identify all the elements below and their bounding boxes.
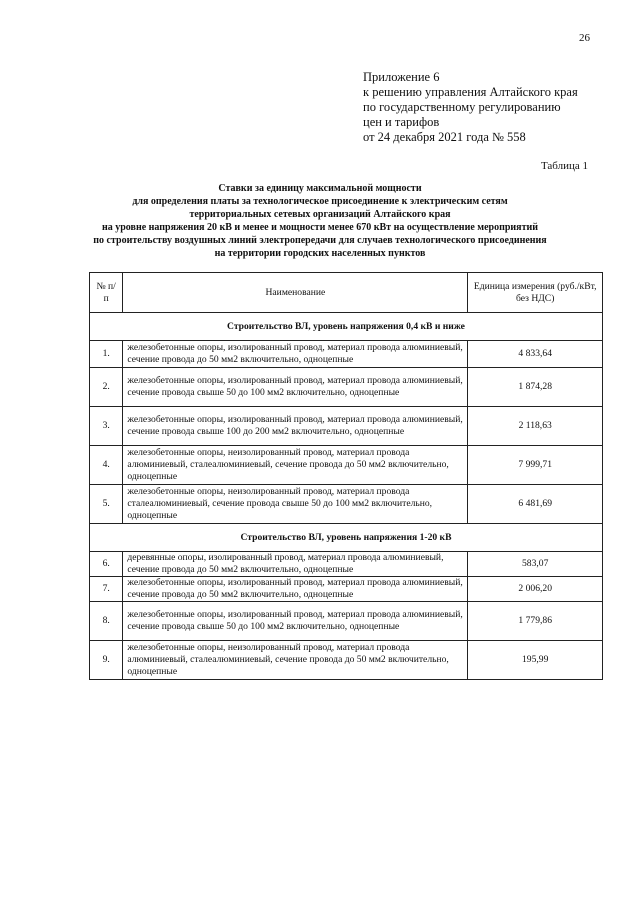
appendix-line: по государственному регулированию — [363, 100, 561, 114]
title-line: территориальных сетевых организаций Алтайского края — [189, 209, 451, 220]
table-row — [90, 368, 603, 407]
row-num: 5. — [90, 485, 123, 524]
table-row — [90, 446, 603, 485]
row-num: 8. — [90, 602, 123, 641]
row-name: железобетонные опоры, изолированный провод, материал провода алюминиевый, сечение провода до 50 мм2 включительно, одноцепные — [123, 577, 468, 602]
row-name: железобетонные опоры, изолированный провод, материал провода алюминиевый, сечение провода свыше 100 до 200 мм2 включительно, одноцепные — [123, 407, 468, 446]
row-value: 1 779,86 — [468, 602, 603, 641]
row-value: 2 118,63 — [468, 407, 603, 446]
row-num: 4. — [90, 446, 123, 485]
title-line: для определения платы за технологическое присоединение к электрическим сетям — [132, 196, 508, 207]
header-name: Наименование — [123, 273, 468, 313]
row-value: 195,99 — [468, 641, 603, 680]
table-row — [90, 641, 603, 680]
row-num: 9. — [90, 641, 123, 680]
appendix-line: Приложение 6 — [363, 70, 440, 84]
header-unit: Единица измерения (руб./кВт, без НДС) — [468, 273, 603, 313]
table-row — [90, 407, 603, 446]
table-row — [90, 602, 603, 641]
section-title: Строительство ВЛ, уровень напряжения 0,4 кВ и ниже — [90, 313, 603, 341]
title-line: Ставки за единицу максимальной мощности — [218, 183, 422, 194]
section-title: Строительство ВЛ, уровень напряжения 1-20 кВ — [90, 524, 603, 552]
row-value: 2 006,20 — [468, 577, 603, 602]
table-row — [90, 341, 603, 368]
section-row — [90, 313, 603, 341]
appendix-header — [363, 70, 613, 145]
section-row — [90, 524, 603, 552]
row-name: деревянные опоры, изолированный провод, материал провода алюминиевый, сечение провода до 50 мм2 включительно, одноцепные — [123, 552, 468, 577]
row-name: железобетонные опоры, неизолированный провод, материал провода алюминиевый, сталеалюминиевый, сечение провода до 50 мм2 включительно, одноцепные — [123, 446, 468, 485]
page-number: 26 — [579, 32, 590, 44]
title-line: на уровне напряжения 20 кВ и менее и мощности менее 670 кВт на осуществление мероприятий — [101, 222, 539, 233]
table-row — [90, 552, 603, 577]
row-name: железобетонные опоры, изолированный провод, материал провода алюминиевый, сечение провода до 50 мм2 включительно, одноцепные — [123, 341, 468, 368]
table-row — [90, 485, 603, 524]
row-value: 4 833,64 — [468, 341, 603, 368]
title-line: по строительству воздушных линий электропередачи для случаев технологического присоединения — [93, 235, 547, 246]
table-row — [90, 577, 603, 602]
title-line: на территории городских населенных пунктов — [214, 248, 426, 259]
appendix-line: к решению управления Алтайского края — [363, 85, 578, 99]
row-num: 6. — [90, 552, 123, 577]
row-num: 2. — [90, 368, 123, 407]
appendix-line: от 24 декабря 2021 года № 558 — [363, 130, 526, 144]
table-header-row — [90, 273, 603, 313]
row-name: железобетонные опоры, неизолированный провод, материал провода алюминиевый, сталеалюминиевый, сечение провода до 50 мм2 включительно, одноцепные — [123, 641, 468, 680]
row-name: железобетонные опоры, изолированный провод, материал провода алюминиевый, сечение провода свыше 50 до 100 мм2 включительно, одноцепные — [123, 602, 468, 641]
row-num: 3. — [90, 407, 123, 446]
table-label: Таблица 1 — [540, 160, 588, 172]
appendix-line: цен и тарифов — [363, 115, 440, 129]
row-num: 1. — [90, 341, 123, 368]
row-name: железобетонные опоры, неизолированный провод, материал провода сталеалюминиевый, сечение провода свыше 50 до 100 мм2 включительно, одноцепные — [123, 485, 468, 524]
row-value: 583,07 — [468, 552, 603, 577]
rates-table — [89, 272, 603, 680]
row-value: 7 999,71 — [468, 446, 603, 485]
row-num: 7. — [90, 577, 123, 602]
row-value: 1 874,28 — [468, 368, 603, 407]
document-title — [70, 182, 570, 260]
row-value: 6 481,69 — [468, 485, 603, 524]
header-num: № п/п — [90, 273, 123, 313]
row-name: железобетонные опоры, изолированный провод, материал провода алюминиевый, сечение провода свыше 50 до 100 мм2 включительно, одноцепные — [123, 368, 468, 407]
